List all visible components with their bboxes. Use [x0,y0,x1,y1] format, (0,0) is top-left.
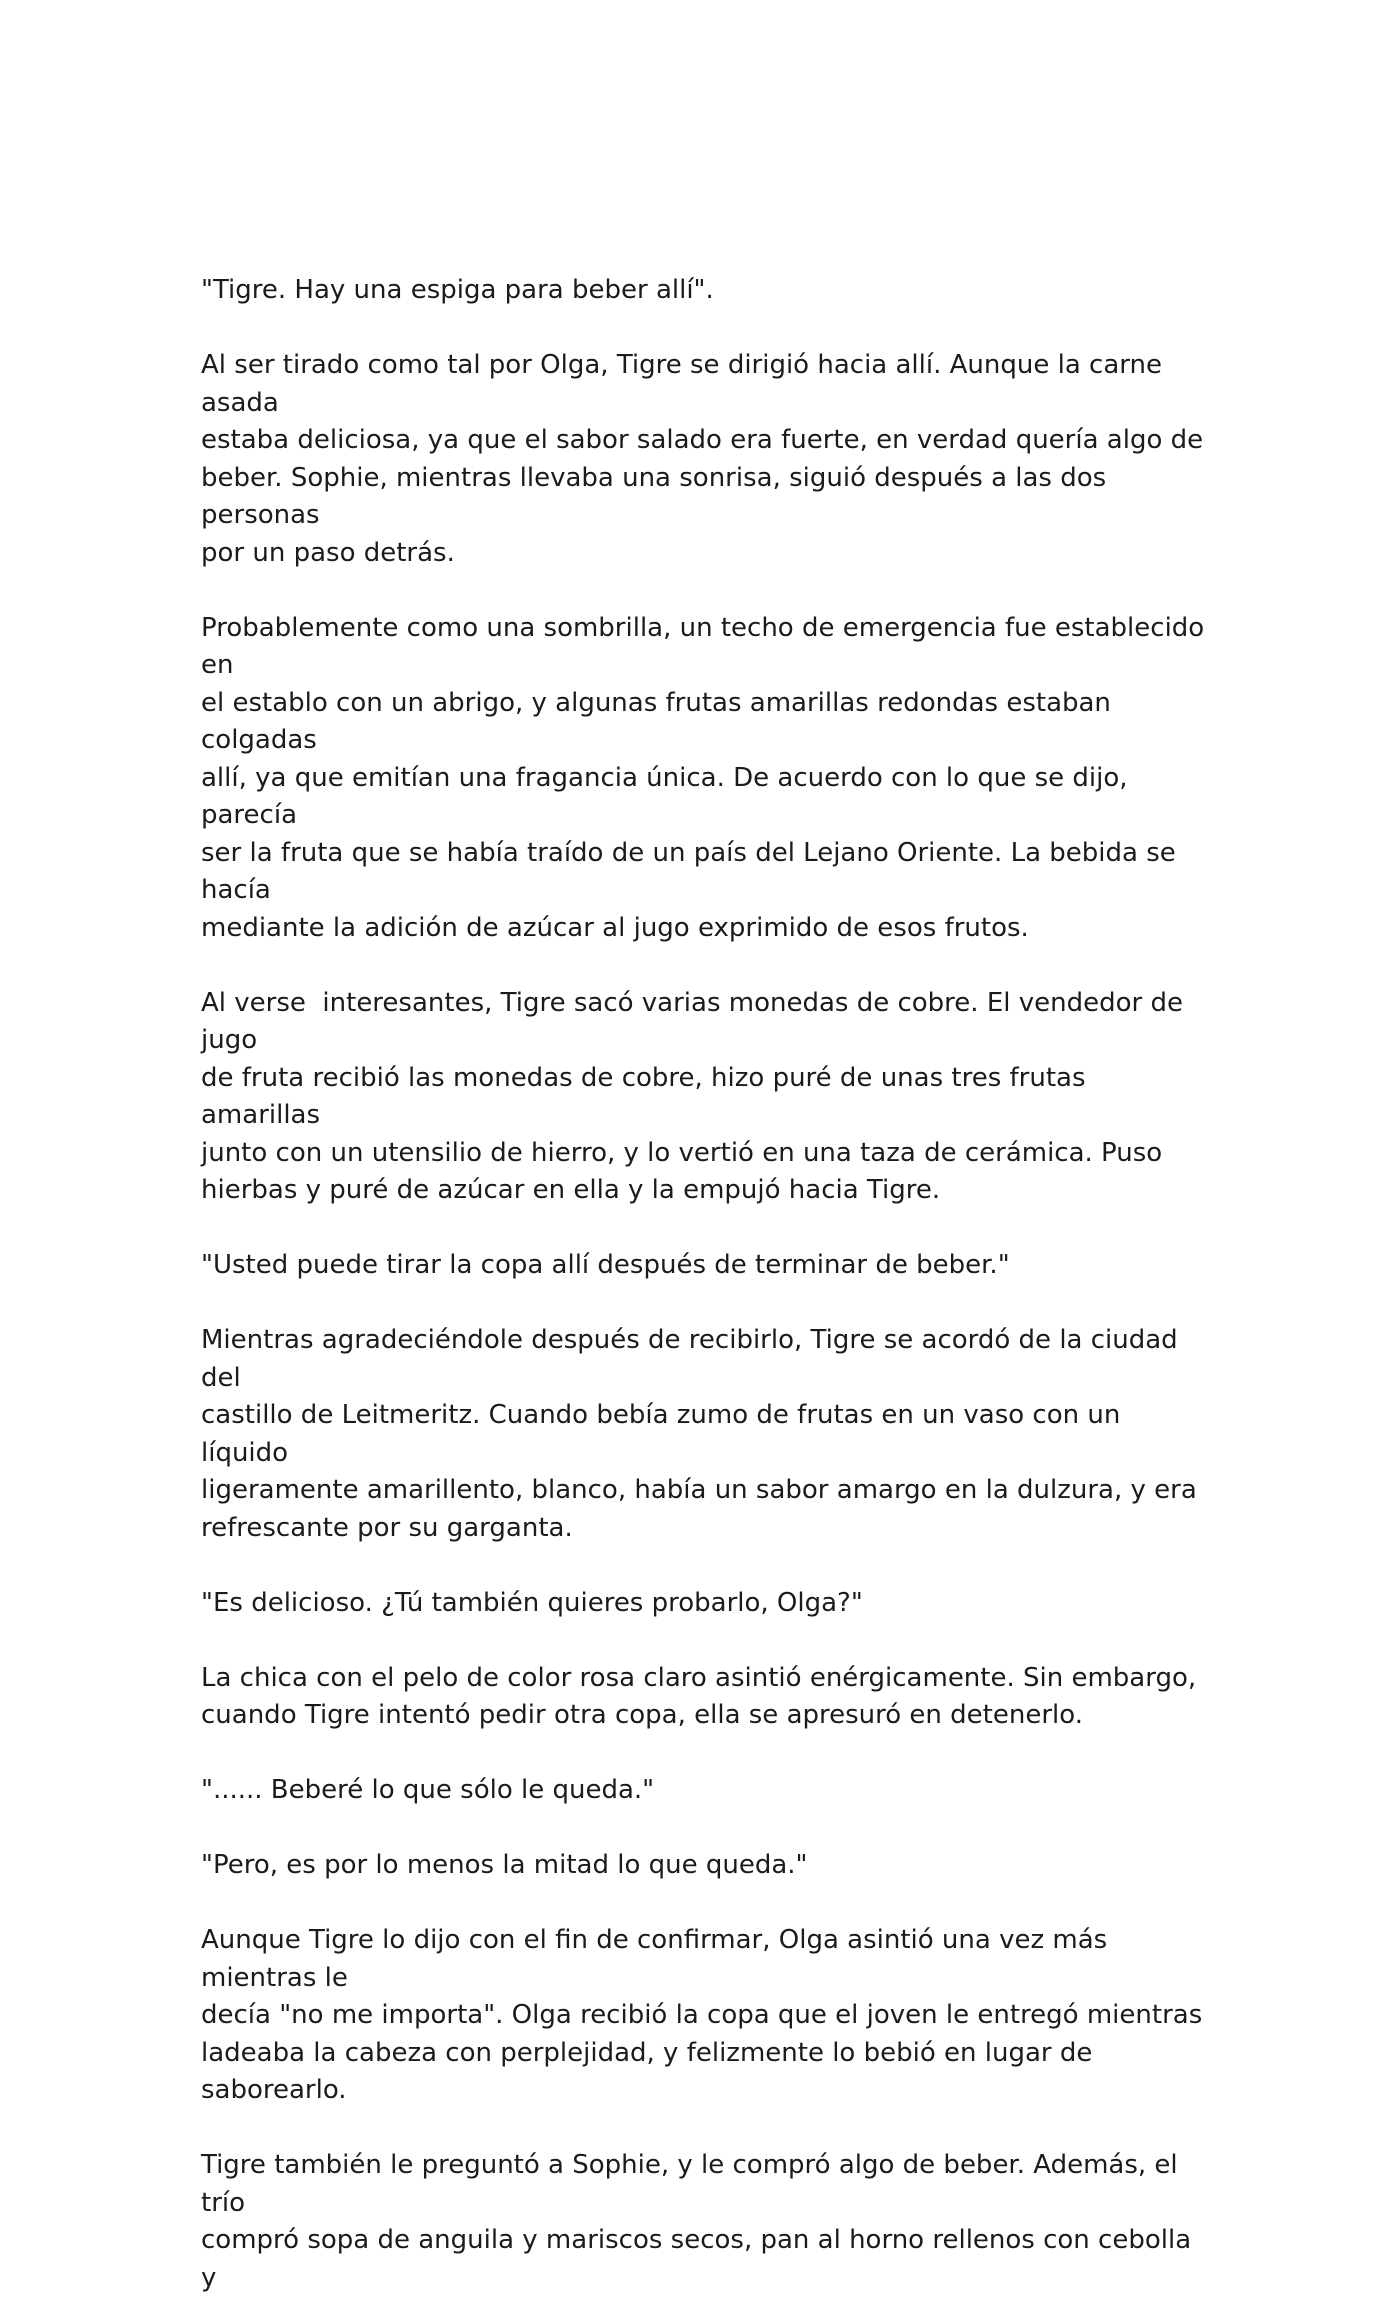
paragraph: Tigre también le preguntó a Sophie, y le compró algo de beber. Además, el trío compró sopa de anguila y mariscos secos, pan al horno rellenos con cebolla y [201,2150,1192,2293]
paragraph: Al verse interesantes, Tigre sacó varias monedas de cobre. El vendedor de jugo de fruta recibió las monedas de cobre, hizo puré de unas tres frutas amarillas junto con un utensilio de hierro, y lo vertió en una taza de cerámica. Puso hierbas y puré de azúcar en ella y la empujó hacia Tigre. [201,987,1183,1205]
body-text [201,272,1211,2297]
paragraph: "Tigre. Hay una espiga para beber allí". [201,275,714,305]
paragraph: Mientras agradeciéndole después de recibirlo, Tigre se acordó de la ciudad del castillo de Leitmeritz. Cuando bebía zumo de frutas en un vaso con un líquido ligeramente amarillento, blanco, había un sabor amargo en la dulzura, y era refrescante por su garganta. [201,1325,1197,1543]
paragraph: "Pero, es por lo menos la mitad lo que queda." [201,1850,808,1880]
paragraph: "...... Beberé lo que sólo le queda." [201,1775,655,1805]
paragraph: "Es delicioso. ¿Tú también quieres probarlo, Olga?" [201,1587,863,1618]
paragraph: Aunque Tigre lo dijo con el fin de confirmar, Olga asintió una vez más mientras le decía "no me importa". Olga recibió la copa que el joven le entregó mientras ladeaba la cabeza con perplejidad, y felizmente lo bebió en lugar de saborearlo. [201,1925,1203,2105]
paragraph: La chica con el pelo de color rosa claro asintió enérgicamente. Sin embargo, cuando Tigre intentó pedir otra copa, ella se apresuró en detenerlo. [201,1662,1197,1730]
paragraph: "Usted puede tirar la copa allí después de terminar de beber." [201,1250,1010,1280]
paragraph: Al ser tirado como tal por Olga, Tigre se dirigió hacia allí. Aunque la carne asada estaba deliciosa, ya que el sabor salado era fuerte, en verdad quería algo de beber. Sophie, mientras llevaba una sonrisa, siguió después a las dos personas por un paso detrás. [201,350,1204,568]
paragraph: Probablemente como una sombrilla, un techo de emergencia fue establecido en el establo con un abrigo, y algunas frutas amarillas redondas estaban colgadas allí, ya que emitían una fragancia única. De acuerdo con lo que se dijo, parecía ser la fruta que se había traído de un país del Lejano Oriente. La bebida se hacía mediante la adición de azúcar al jugo exprimido de esos frutos. [201,612,1205,943]
